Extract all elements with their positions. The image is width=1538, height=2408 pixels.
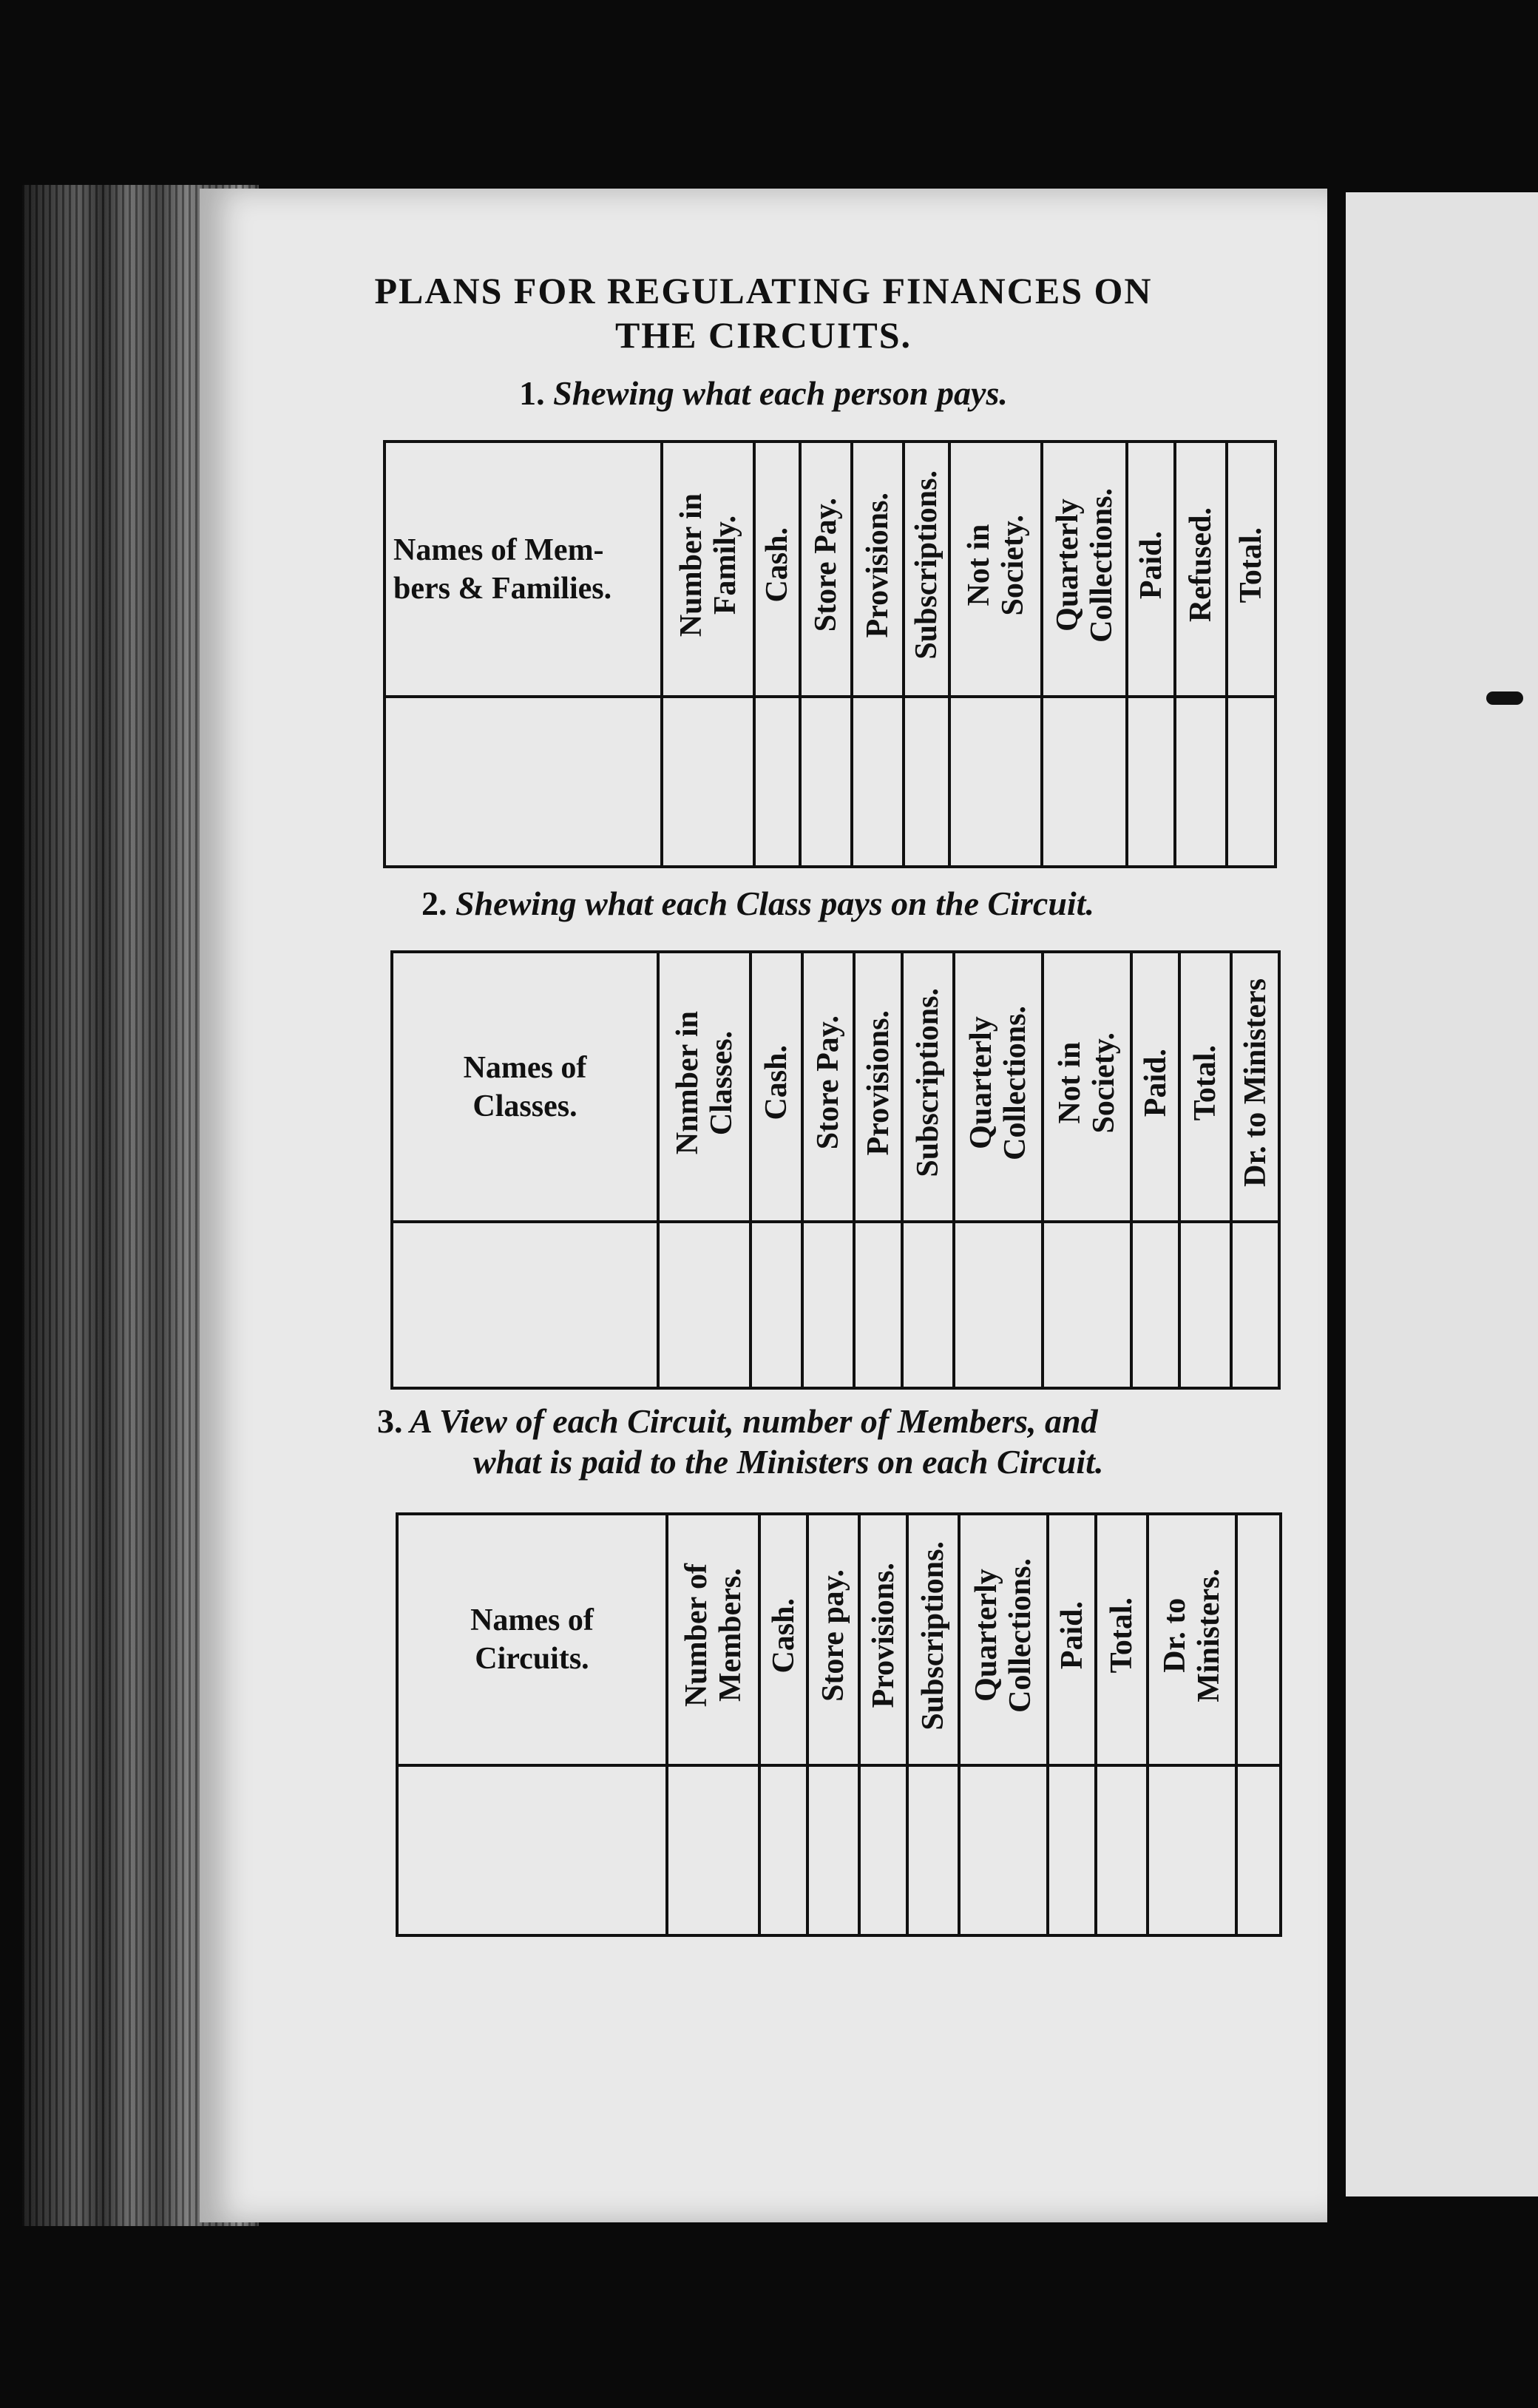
header-subscriptions: Subscriptions.: [907, 1514, 959, 1765]
table-per-circuit: [396, 1512, 1282, 1937]
section-3-caption-line-2: what is paid to the Ministers on each Circuit.: [473, 1443, 1104, 1481]
header-not-in-society: Not in Society.: [1043, 952, 1131, 1222]
header-number-in-classes: Nnmber in Classes.: [658, 952, 751, 1222]
header-store-pay: Store pay.: [807, 1514, 859, 1765]
header-total: Total.: [1096, 1514, 1148, 1765]
header-names-of-circuits: Names of Circuits.: [397, 1514, 667, 1765]
header-quarterly-collections: Quarterly Collections.: [959, 1514, 1048, 1765]
section-3-caption-line-1: A View of each Circuit, number of Members, and: [410, 1402, 1098, 1440]
header-names-of-members: Names of Mem- bers & Families.: [384, 442, 662, 697]
ink-blot: [1486, 691, 1523, 705]
header-cash: Cash.: [759, 1514, 807, 1765]
section-3-number: 3.: [377, 1402, 403, 1440]
header-number-in-family: Number in Family.: [662, 442, 754, 697]
section-3-caption: [377, 1401, 1301, 1441]
book-page: [200, 189, 1327, 2222]
header-provisions: Provisions.: [859, 1514, 907, 1765]
header-number-of-members: Number of Members.: [667, 1514, 759, 1765]
header-cash: Cash.: [751, 952, 802, 1222]
section-1-caption: [200, 373, 1327, 413]
section-2-caption-text: Shewing what each Class pays on the Circuit.: [455, 885, 1094, 922]
header-quarterly-collections: Quarterly Collections.: [1042, 442, 1127, 697]
header-dr-to-ministers: Dr. to Ministers: [1231, 952, 1279, 1222]
page-title-line-2: THE CIRCUITS.: [614, 314, 912, 356]
header-paid: Paid.: [1131, 952, 1179, 1222]
header-paid: Paid.: [1127, 442, 1175, 697]
table-per-person: [383, 440, 1277, 868]
header-subscriptions: Subscriptions.: [904, 442, 949, 697]
section-2-caption: [421, 884, 1301, 923]
table-per-class: [390, 950, 1281, 1390]
header-names-of-classes: Names of Classes.: [392, 952, 658, 1222]
header-refused: Refused.: [1175, 442, 1227, 697]
header-blank: [1236, 1514, 1281, 1765]
header-paid: Paid.: [1048, 1514, 1096, 1765]
header-provisions: Provisions.: [852, 442, 904, 697]
header-store-pay: Store Pay.: [802, 952, 854, 1222]
page-title-line-1: PLANS FOR REGULATING FINANCES ON: [374, 270, 1153, 311]
facing-page: [1346, 192, 1538, 2196]
table-row: [397, 1765, 1281, 1935]
section-2-number: 2.: [421, 885, 447, 922]
header-cash: Cash.: [754, 442, 800, 697]
header-quarterly-collections: Quarterly Collections.: [954, 952, 1043, 1222]
table-row: [384, 697, 1276, 867]
header-total: Total.: [1227, 442, 1276, 697]
section-1-number: 1.: [519, 374, 545, 412]
header-total: Total.: [1179, 952, 1231, 1222]
header-not-in-society: Not in Society.: [949, 442, 1042, 697]
header-store-pay: Store Pay.: [800, 442, 852, 697]
section-1-caption-text: Shewing what each person pays.: [553, 374, 1008, 412]
header-provisions: Provisions.: [854, 952, 902, 1222]
header-dr-to-ministers: Dr. to Ministers.: [1148, 1514, 1236, 1765]
header-subscriptions: Subscriptions.: [902, 952, 954, 1222]
table-row: [392, 1222, 1279, 1388]
